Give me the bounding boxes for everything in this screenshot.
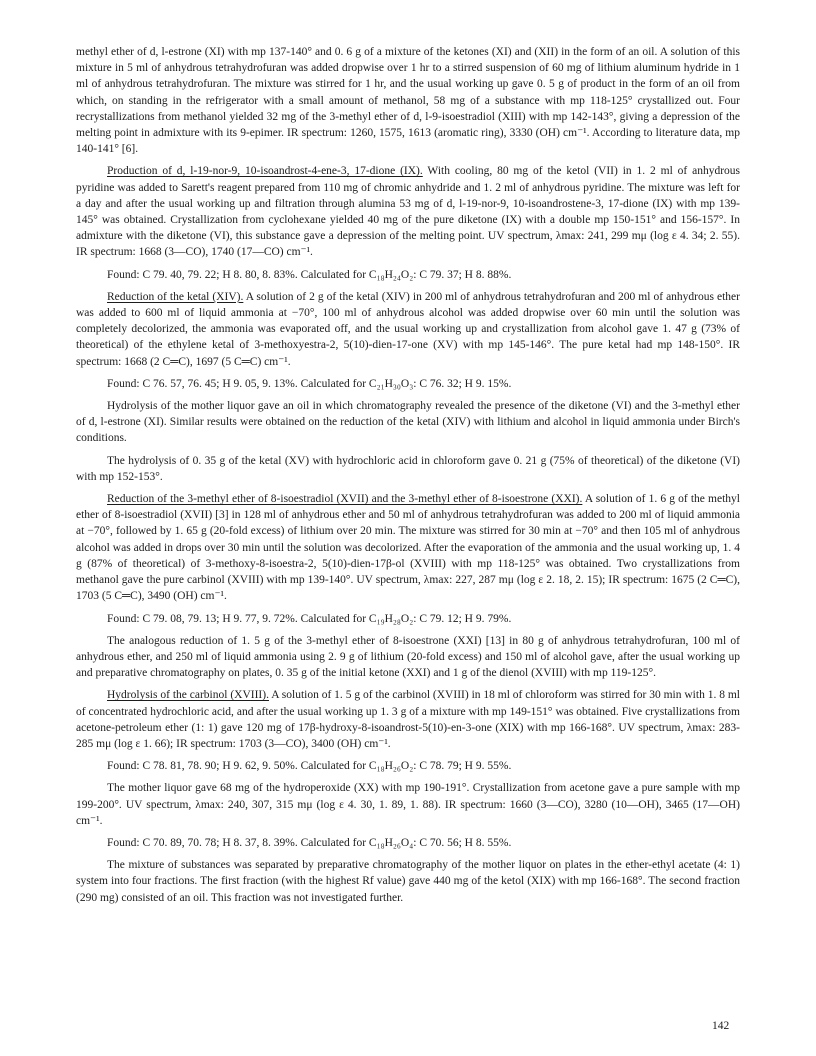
analysis-line-5: Found: C 70. 89, 70. 78; H 8. 37, 8. 39%. Calculated for C₁₈H₂₆O₄: C 70. 56; H 8. 55%. bbox=[107, 836, 512, 849]
section-heading: Production of d, l-19-nor-9, 10-isoandrost-4-ene-3, 17-dione (IX). bbox=[107, 165, 423, 178]
paragraph-9: The analogous reduction of 1. 5 g of the 3-methyl ether of 8-isoestrone (XXI) [13] in 80 g of anhydrous tetrahydrofuran, 100 ml of anhydrous ether, and 250 ml of liquid ammonia using 2. 9 g of lithium (20-fold excess) and 150 ml of alcohol gave, after the usual working up and preparative chromatography on plates, 0. 35 g of the initial ketone (XXI) and 1 g of the dienol (XVIII) with mp 119-125°. bbox=[76, 634, 740, 680]
section-text: A solution of 1. 5 g of the carbinol (XVIII) in 18 ml of chloroform was stirred for 30 min with 1. 8 ml of concentrated hydrochloric acid, and after the usual working up 1. 3 g of a mixture with mp 149-151° was obtained. Five crystallizations from acetone-petroleum ether (1: 1) gave 120 mg of 17β-hydroxy-8-isoandrost-5(10)-en-3-one (XIX) with mp 166-168°. UV spectrum, λmax: 283-285 mμ (log ε 1. 66); IR spectrum: 1703 (3—CO), 3400 (OH) cm⁻¹. bbox=[76, 689, 740, 750]
section-heading: Hydrolysis of the carbinol (XVIII). bbox=[107, 689, 269, 702]
section-text: A solution of 1. 6 g of the methyl ether of 8-isoestradiol (XVII) [3] in 128 ml of anhydrous ether and 50 ml of anhydrous tetrahydrofuran was added to 200 ml of liquid ammonia at −70°, followed by 1. 65 g (20-fold excess) of lithium over 20 min. The mixture was stirred for 30 min at −70° and then 105 ml of anhydrous alcohol was added in drops over 30 min until the solution was decolorized. After the evaporation of the ammonia and the usual working up, 1. 4 g (87% of theoretical) of 3-methoxy-8-isoestra-2, 5(10)-dien-17β-ol (XVIII) with mp 118-125° was obtained. Two crystallizations from methanol gave the pure carbinol (XVIII) with mp 139-140°. UV spectrum, λmax: 227, 287 mμ (log ε 2. 18, 2. 15); IR spectrum: 1675 (2 C═C), 1703 (5 C═C), 3490 (OH) cm⁻¹. bbox=[76, 493, 740, 603]
page-number: 142 bbox=[712, 1020, 730, 1032]
paragraph-6: The hydrolysis of 0. 35 g of the ketal (XV) with hydrochloric acid in chloroform gave 0. 21 g (75% of theoretical) of the diketone (VI) with mp 152-153°. bbox=[76, 454, 740, 483]
paragraph-0: methyl ether of d, l-estrone (XI) with mp 137-140° and 0. 6 g of a mixture of the ketones (XI) and (XII) in the form of an oil. A solution of this mixture in 5 ml of anhydrous tetrahydrofuran was added dropwise over 1 hr to a stirred suspension of 60 mg of lithium aluminum hydride in 1 ml of anhydrous tetrahydrofuran. The mixture was stirred for 1 hr, and the usual working up gave 0. 5 g of product in the form of an oil from which, on standing in the refrigerator with a small amount of methanol, 58 mg of a substance with mp 118-125° crystallized out. Four recrystallizations from methanol yielded 32 mg of the 3-methyl ether of d, l-9-isoestradiol (XIII) with mp 142-143°, giving a depression of the melting point in admixture with its 9-epimer. IR spectrum: 1260, 1575, 1613 (aromatic ring), 3330 (OH) cm⁻¹. According to literature data, mp 140-141° [6]. bbox=[76, 46, 740, 156]
paragraph-7 bbox=[76, 491, 740, 604]
section-heading: Reduction of the ketal (XIV). bbox=[107, 290, 244, 303]
paragraph-14: The mixture of substances was separated by preparative chromatography of the mother liquor on plates in the ether-ethyl acetate (4: 1) system into four fractions. The first fraction (with the highest Rf value) gave 440 mg of the ketol (XIX) with mp 166-168°. The second fraction (290 mg) consisted of an oil. This fraction was not investigated further. bbox=[76, 859, 740, 904]
section-text: With cooling, 80 mg of the ketol (VII) in 1. 2 ml of anhydrous pyridine was added to Sarett's reagent prepared from 110 mg of chromic anhydride and 1. 2 ml of anhydrous pyridine. The mixture was left for a day and after the usual working up and filtration through alumina 53 mg of d, l-19-nor-9, 10-isoandrostene-3, 17-dione (IX) with mp 139-145° was obtained. Crystallization from cyclohexane yielded 40 mg of the pure diketone (IX) with a double mp 150-151° and 156-157°. In admixture with the diketone (VI), this substance gave a depression of the melting point. UV spectrum, λmax: 241, 299 mμ (log ε 4. 34; 2. 55). IR spectrum: 1668 (3—CO), 1740 (17—CO) cm⁻¹. bbox=[76, 165, 740, 259]
paragraph-5: Hydrolysis of the mother liquor gave an oil in which chromatography revealed the presence of the diketone (VI) and the 3-methyl ether of d, l-estrone (XI). Similar results were obtained on the reduction of the ketal (XIV) with lithium and alcohol in liquid ammonia under Birch's conditions. bbox=[76, 400, 740, 445]
paragraph-12: The mother liquor gave 68 mg of the hydroperoxide (XX) with mp 190-191°. Crystallization from acetone gave a pure sample with mp 199-200°. UV spectrum, λmax: 240, 307, 315 mμ (log ε 4. 30, 1. 89, 1. 88). IR spectrum: 1660 (3—CO), 3280 (10—OH), 3465 (17—OH) cm⁻¹. bbox=[76, 782, 740, 827]
analysis-line-2: Found: C 76. 57, 76. 45; H 9. 05, 9. 13%. Calculated for C₂₁H₃₀O₃: C 76. 32; H 9. 15%. bbox=[107, 377, 512, 390]
section-text: A solution of 2 g of the ketal (XIV) in 200 ml of anhydrous tetrahydrofuran and 200 ml of anhydrous ether was added to 600 ml of liquid ammonia at −70°, 100 ml of anhydrous alcohol was added dropwise over 60 min until the solution was completely decolorized, the ammonia was evaporated off, and the usual working up and crystallization from alcohol gave 1. 47 g (73% of theoretical) of the ethylene ketal of 3-methoxyestra-2, 5(10)-dien-17-one (XV) with mp 145-146°. The pure ketal had mp 148-150°. IR spectrum: 1668 (2 C═C), 1697 (5 C═C) cm⁻¹. bbox=[76, 290, 740, 368]
paragraph-1 bbox=[76, 163, 740, 260]
analysis-line-4: Found: C 78. 81, 78. 90; H 9. 62, 9. 50%. Calculated for C₁₈H₂₆O₂: C 78. 79; H 9. 55%. bbox=[107, 760, 512, 773]
section-heading: Reduction of the 3-methyl ether of 8-isoestradiol (XVII) and the 3-methyl ether of 8-isoestrone (XXI). bbox=[107, 493, 583, 506]
analysis-line-1: Found: C 79. 40, 79. 22; H 8. 80, 8. 83%. Calculated for C₁₈H₂₄O₂: C 79. 37; H 8. 88%. bbox=[107, 268, 512, 281]
paragraph-3 bbox=[76, 289, 740, 370]
analysis-line-3: Found: C 79. 08, 79. 13; H 9. 77, 9. 72%. Calculated for C₁₉H₂₈O₂: C 79. 12; H 9. 79%. bbox=[107, 612, 512, 625]
page-body bbox=[76, 44, 740, 906]
paragraph-10 bbox=[76, 687, 740, 752]
